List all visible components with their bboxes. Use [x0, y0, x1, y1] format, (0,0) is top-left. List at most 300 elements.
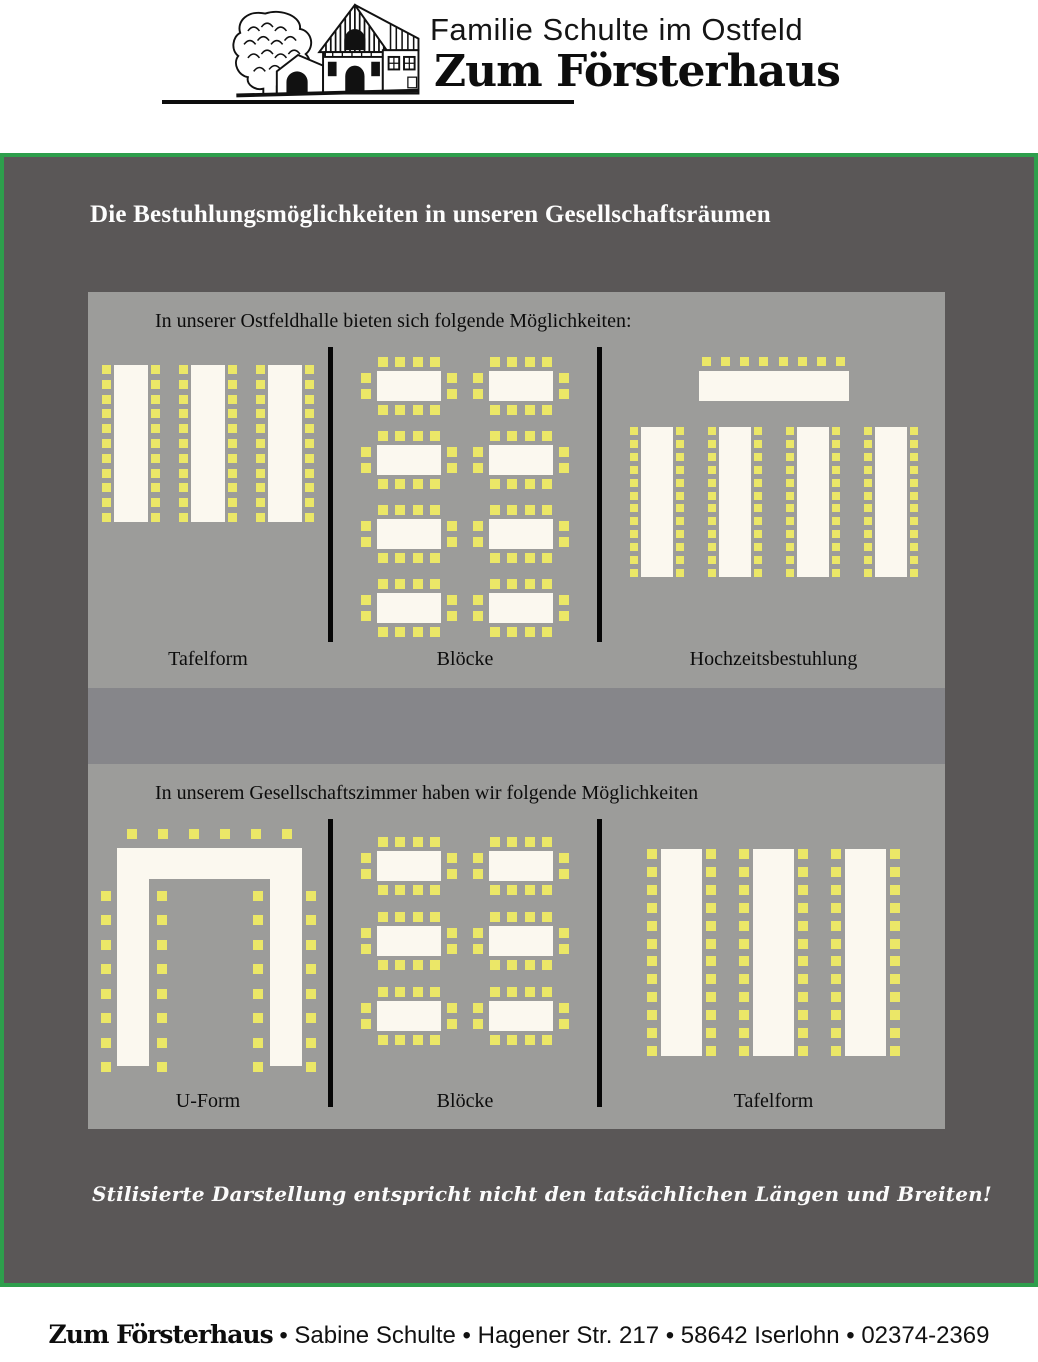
long-table-with-chairs: [179, 365, 237, 522]
chair: [831, 885, 841, 895]
chair: [179, 395, 188, 404]
main-block: [0, 153, 1038, 1287]
chair: [831, 1046, 841, 1056]
chair: [305, 469, 314, 478]
chair: [542, 553, 552, 563]
chair: [256, 498, 265, 507]
long-table-with-chairs: [739, 849, 808, 1056]
chair: [473, 1019, 483, 1029]
chair: [361, 595, 371, 605]
chair: [179, 498, 188, 507]
chair: [831, 1010, 841, 1020]
chair: [378, 627, 388, 637]
chair: [507, 837, 517, 847]
chair: [101, 964, 111, 974]
chair: [647, 1028, 657, 1038]
chair: [910, 440, 918, 448]
chair: [413, 357, 423, 367]
chair: [542, 885, 552, 895]
table: [489, 926, 553, 956]
chair-row: [378, 912, 440, 922]
chair: [378, 1035, 388, 1045]
chair: [430, 553, 440, 563]
chair: [228, 454, 237, 463]
chair-column: [102, 365, 111, 522]
chair: [306, 1038, 316, 1048]
chair: [413, 431, 423, 441]
chair: [413, 627, 423, 637]
chair: [447, 928, 457, 938]
chair: [306, 964, 316, 974]
chair: [708, 453, 716, 461]
table: [489, 593, 553, 623]
long-table-with-chairs: [786, 427, 840, 577]
side-chairs: [447, 373, 457, 399]
block-tables-grid: [361, 837, 569, 1045]
chair-row: [490, 553, 552, 563]
chair: [630, 556, 638, 564]
chair: [706, 867, 716, 877]
chair: [864, 440, 872, 448]
chair: [559, 1019, 569, 1029]
hall-label-bloecke: Blöcke: [436, 648, 494, 670]
chair: [395, 837, 405, 847]
chair: [702, 357, 711, 366]
chair-row: [490, 357, 552, 367]
chair: [542, 405, 552, 415]
chair: [473, 611, 483, 621]
chair: [542, 479, 552, 489]
chair: [473, 373, 483, 383]
side-chairs: [361, 928, 371, 954]
disclaimer-note: Stilisierte Darstellung entspricht nicht den tatsächlichen Längen und Breiten!: [92, 1182, 992, 1206]
chair: [305, 498, 314, 507]
spacer-band: [88, 688, 945, 764]
chair: [253, 915, 263, 925]
long-table-with-chairs: [630, 427, 684, 577]
chair-row: [378, 405, 440, 415]
chair-column: [228, 365, 237, 522]
chair: [473, 447, 483, 457]
table: [753, 849, 794, 1056]
chair: [542, 1035, 552, 1045]
chair: [559, 611, 569, 621]
chair: [413, 987, 423, 997]
chair: [378, 431, 388, 441]
chair: [282, 829, 292, 839]
chair: [179, 380, 188, 389]
chair: [831, 849, 841, 859]
chair: [179, 365, 188, 374]
chair: [256, 395, 265, 404]
chair: [473, 928, 483, 938]
block-table-with-chairs: [473, 357, 569, 415]
chair-row: [378, 431, 440, 441]
chair: [447, 1003, 457, 1013]
chair: [910, 569, 918, 577]
chair: [361, 389, 371, 399]
chair: [490, 431, 500, 441]
chair-column: [151, 365, 160, 522]
chair: [157, 915, 167, 925]
chair: [890, 1028, 900, 1038]
table: [114, 365, 148, 522]
chair: [447, 869, 457, 879]
chair-column: [831, 849, 841, 1056]
chair: [179, 454, 188, 463]
chair: [832, 440, 840, 448]
chair: [305, 380, 314, 389]
chair: [395, 479, 405, 489]
chair: [395, 357, 405, 367]
chair: [395, 579, 405, 589]
chair: [832, 479, 840, 487]
chair: [708, 479, 716, 487]
chair: [378, 479, 388, 489]
chair: [754, 569, 762, 577]
chair: [413, 405, 423, 415]
side-chairs: [447, 928, 457, 954]
table: [489, 445, 553, 475]
chair-column: [676, 427, 684, 577]
chair: [754, 517, 762, 525]
chair: [430, 960, 440, 970]
chair: [831, 1028, 841, 1038]
chair: [706, 974, 716, 984]
chair: [630, 466, 638, 474]
chair: [395, 627, 405, 637]
chair: [832, 504, 840, 512]
chair: [447, 463, 457, 473]
chair: [102, 395, 111, 404]
chair-column: [256, 365, 265, 522]
chair: [305, 513, 314, 522]
block-table-with-chairs: [473, 505, 569, 563]
chair: [910, 427, 918, 435]
table: [845, 849, 886, 1056]
chair: [786, 504, 794, 512]
chair: [430, 357, 440, 367]
chair-column: [305, 365, 314, 522]
chair: [542, 912, 552, 922]
long-table-with-chairs: [102, 365, 160, 522]
chair: [395, 431, 405, 441]
chair: [890, 885, 900, 895]
chair: [395, 553, 405, 563]
chair: [151, 454, 160, 463]
chair: [361, 869, 371, 879]
room-label-bloecke: Blöcke: [436, 1090, 494, 1112]
block-table-with-chairs: [473, 837, 569, 895]
chair: [739, 903, 749, 913]
chair-column: [786, 427, 794, 577]
chair: [228, 513, 237, 522]
chair: [798, 921, 808, 931]
table: [377, 371, 441, 401]
hall-tafelform-diagram: [88, 347, 328, 642]
logo-text: [430, 2, 840, 96]
chair-row: [702, 357, 846, 366]
block-middle: [361, 371, 457, 401]
chair: [378, 553, 388, 563]
chair: [831, 992, 841, 1002]
chair: [490, 987, 500, 997]
chair: [786, 530, 794, 538]
chair: [647, 867, 657, 877]
chair: [647, 1010, 657, 1020]
chair: [754, 466, 762, 474]
chair: [253, 989, 263, 999]
chair: [430, 885, 440, 895]
chair: [739, 1028, 749, 1038]
chair: [447, 1019, 457, 1029]
footer: [0, 1320, 1038, 1350]
chair: [864, 427, 872, 435]
chair: [151, 409, 160, 418]
chair: [361, 928, 371, 938]
table: [661, 849, 702, 1056]
chair: [430, 912, 440, 922]
block-middle: [361, 445, 457, 475]
chair: [786, 466, 794, 474]
chair: [507, 912, 517, 922]
forest-house-illustration: [226, 2, 424, 108]
chair: [305, 424, 314, 433]
chair: [473, 944, 483, 954]
block-middle: [473, 371, 569, 401]
chair: [102, 439, 111, 448]
chair: [559, 373, 569, 383]
chair: [831, 939, 841, 949]
chair: [831, 921, 841, 931]
chair: [157, 1062, 167, 1072]
chair: [102, 365, 111, 374]
chair: [253, 940, 263, 950]
block-middle: [361, 1001, 457, 1031]
chair: [378, 960, 388, 970]
chair-row: [378, 579, 440, 589]
chair: [910, 504, 918, 512]
chair-column: [798, 849, 808, 1056]
chair: [754, 530, 762, 538]
chair: [890, 956, 900, 966]
chair: [832, 530, 840, 538]
chair: [305, 439, 314, 448]
chair: [179, 513, 188, 522]
chair-row: [378, 960, 440, 970]
chair-row: [378, 627, 440, 637]
chair: [447, 447, 457, 457]
chair: [864, 556, 872, 564]
chair: [630, 427, 638, 435]
chair: [706, 1046, 716, 1056]
side-chairs: [473, 853, 483, 879]
chair: [507, 405, 517, 415]
chair: [542, 627, 552, 637]
chair: [706, 1010, 716, 1020]
chair: [490, 912, 500, 922]
chair: [490, 885, 500, 895]
chair: [101, 891, 111, 901]
chair: [447, 595, 457, 605]
side-chairs: [447, 521, 457, 547]
chair: [101, 915, 111, 925]
chair: [447, 537, 457, 547]
chair: [542, 987, 552, 997]
chair-row: [490, 912, 552, 922]
chair: [754, 556, 762, 564]
chair: [890, 939, 900, 949]
table: [489, 519, 553, 549]
chair-row: [490, 431, 552, 441]
chair: [798, 903, 808, 913]
chair: [559, 1003, 569, 1013]
side-chairs: [473, 373, 483, 399]
chair: [361, 521, 371, 531]
chair: [890, 1010, 900, 1020]
chair: [151, 380, 160, 389]
block-middle: [473, 851, 569, 881]
table: [875, 427, 907, 577]
long-tables-row: [630, 427, 918, 577]
chair: [490, 1035, 500, 1045]
chair: [507, 1035, 517, 1045]
chair: [910, 556, 918, 564]
table: [268, 365, 302, 522]
hall-hochzeit-diagram: [602, 347, 945, 642]
chair: [228, 395, 237, 404]
chair: [708, 530, 716, 538]
chair: [473, 463, 483, 473]
chair: [413, 885, 423, 895]
chair: [754, 479, 762, 487]
chair: [786, 440, 794, 448]
table: [117, 848, 302, 879]
block-table-with-chairs: [361, 837, 457, 895]
chair: [708, 466, 716, 474]
chair-row: [378, 553, 440, 563]
table: [719, 427, 751, 577]
chair: [507, 579, 517, 589]
chair: [647, 885, 657, 895]
chair: [706, 903, 716, 913]
room-panel: [88, 764, 945, 1129]
chair: [430, 579, 440, 589]
long-tables-row: [102, 365, 314, 522]
long-table-with-chairs: [256, 365, 314, 522]
chair: [220, 829, 230, 839]
chair: [910, 517, 918, 525]
side-chairs: [559, 521, 569, 547]
chair: [831, 867, 841, 877]
chair: [798, 357, 807, 366]
chair: [559, 944, 569, 954]
chair: [542, 505, 552, 515]
chair: [256, 469, 265, 478]
chair: [228, 424, 237, 433]
chair: [102, 424, 111, 433]
chair: [430, 431, 440, 441]
chair: [832, 543, 840, 551]
block-table-with-chairs: [361, 505, 457, 563]
side-chairs: [559, 447, 569, 473]
side-chairs: [473, 521, 483, 547]
chair: [305, 395, 314, 404]
chair: [127, 829, 137, 839]
chair: [253, 964, 263, 974]
chair: [890, 849, 900, 859]
chair: [708, 492, 716, 500]
chair: [189, 829, 199, 839]
chair: [447, 611, 457, 621]
table: [191, 365, 225, 522]
chair: [490, 579, 500, 589]
chair: [395, 912, 405, 922]
chair: [306, 940, 316, 950]
chair-row: [490, 627, 552, 637]
chair: [676, 504, 684, 512]
block-tables-grid: [361, 357, 569, 637]
side-chairs: [361, 1003, 371, 1029]
chair: [507, 505, 517, 515]
chair: [473, 537, 483, 547]
chair: [395, 987, 405, 997]
chair: [473, 869, 483, 879]
chair-row: [490, 405, 552, 415]
chair: [910, 492, 918, 500]
chair: [739, 1010, 749, 1020]
chair: [151, 439, 160, 448]
chair: [157, 964, 167, 974]
chair-row: [127, 829, 292, 839]
chair: [630, 453, 638, 461]
chair: [786, 427, 794, 435]
chair: [251, 829, 261, 839]
side-chairs: [559, 373, 569, 399]
chair: [864, 504, 872, 512]
side-chairs: [361, 521, 371, 547]
chair: [256, 439, 265, 448]
side-chairs: [447, 853, 457, 879]
chair: [151, 513, 160, 522]
side-chairs: [361, 595, 371, 621]
chair: [706, 956, 716, 966]
chair: [910, 479, 918, 487]
chair: [708, 504, 716, 512]
chair: [630, 504, 638, 512]
chair: [253, 891, 263, 901]
chair: [447, 373, 457, 383]
chair: [525, 960, 535, 970]
chair: [798, 885, 808, 895]
chair: [507, 627, 517, 637]
chair: [525, 885, 535, 895]
chair: [864, 517, 872, 525]
chair: [647, 974, 657, 984]
chair: [413, 479, 423, 489]
chair: [759, 357, 768, 366]
side-chairs: [559, 853, 569, 879]
chair: [102, 454, 111, 463]
hall-panel: [88, 292, 945, 688]
chair: [378, 505, 388, 515]
chair: [490, 357, 500, 367]
long-table-with-chairs: [708, 427, 762, 577]
chair: [630, 479, 638, 487]
chair: [630, 517, 638, 525]
chair-row: [490, 987, 552, 997]
block-middle: [473, 519, 569, 549]
